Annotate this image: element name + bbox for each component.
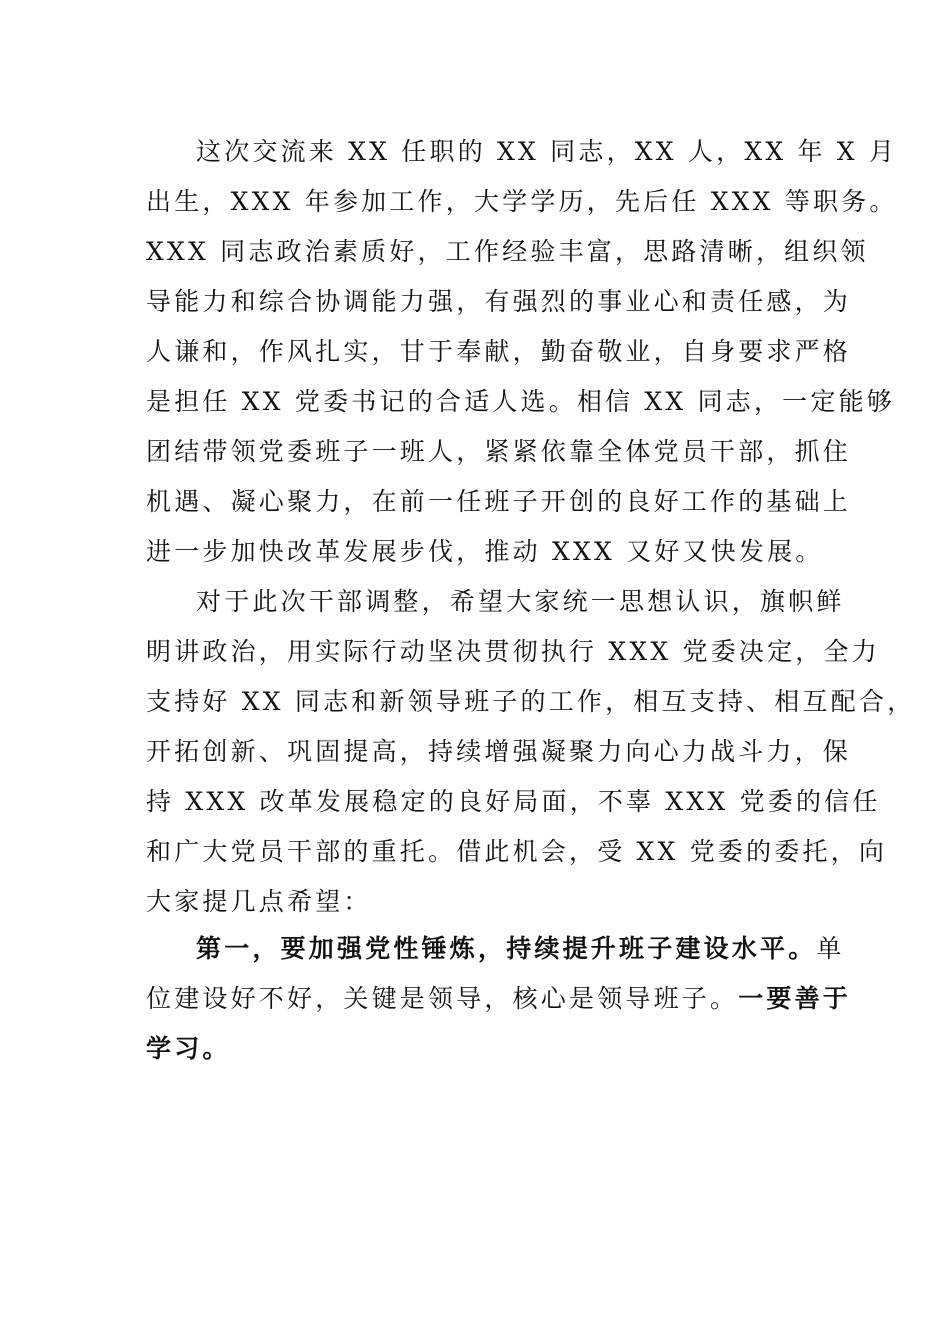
paragraph-3-line-1 <box>196 934 845 964</box>
paragraph-1-line-7: 团结带领党委班子一班人，紧紧依靠全体党员干部，抓住 <box>146 437 852 466</box>
paragraph-2-line-2: 明讲政治，用实际行动坚决贯彻执行 XXX 党委决定，全力 <box>146 637 880 666</box>
body-text: 位建设好不好，关键是领导，核心是领导班子。 <box>146 984 739 1013</box>
paragraph-3-line-3 <box>146 1034 816 1064</box>
paragraph-1-line-3: XXX 同志政治素质好，工作经验丰富，思路清晰，组织领 <box>146 237 869 266</box>
paragraph-1-line-1: 这次交流来 XX 任职的 XX 同志，XX 人，XX 年 X 月 <box>196 137 898 166</box>
paragraph-2-line-6: 和广大党员干部的重托。借此机会，受 XX 党委的委托，向 <box>146 837 888 866</box>
paragraph-1-line-8: 机遇、凝心聚力，在前一任班子开创的良好工作的基础上 <box>146 487 852 516</box>
paragraph-2-line-1: 对于此次干部调整，希望大家统一思想认识，旗帜鲜 <box>196 587 845 616</box>
paragraph-1-line-5: 人谦和，作风扎实，甘于奉献，勤奋敬业，自身要求严格 <box>146 337 852 366</box>
paragraph-1-line-6: 是担任 XX 党委书记的合适人选。相信 XX 同志，一定能够 <box>146 387 895 416</box>
bold-point: 一要善于 <box>738 984 852 1013</box>
paragraph-2-line-7: 大家提几点希望： <box>146 887 372 916</box>
paragraph-2-line-5: 持 XXX 改革发展稳定的良好局面，不辜 XXX 党委的信任 <box>146 787 881 816</box>
paragraph-2-line-3: 支持好 XX 同志和新领导班子的工作，相互支持、相互配合， <box>146 687 916 716</box>
paragraph-1-line-4: 导能力和综合协调能力强，有强烈的事业心和责任感，为 <box>146 287 852 316</box>
paragraph-1-line-2: 出生，XXX 年参加工作，大学学历，先后任 XXX 等职务。 <box>146 187 898 216</box>
heading-tail-text: 单 <box>816 934 845 963</box>
bold-point-end: 学习。 <box>146 1034 231 1063</box>
paragraph-1-line-9: 进一步加快改革发展步伐，推动 XXX 又好又快发展。 <box>146 537 824 566</box>
section-heading: 第一，要加强党性锤炼，持续提升班子建设水平。 <box>196 934 817 963</box>
paragraph-3-line-2 <box>146 984 852 1014</box>
paragraph-2-line-4: 开拓创新、巩固提高，持续增强凝聚力向心力战斗力，保 <box>146 737 852 766</box>
